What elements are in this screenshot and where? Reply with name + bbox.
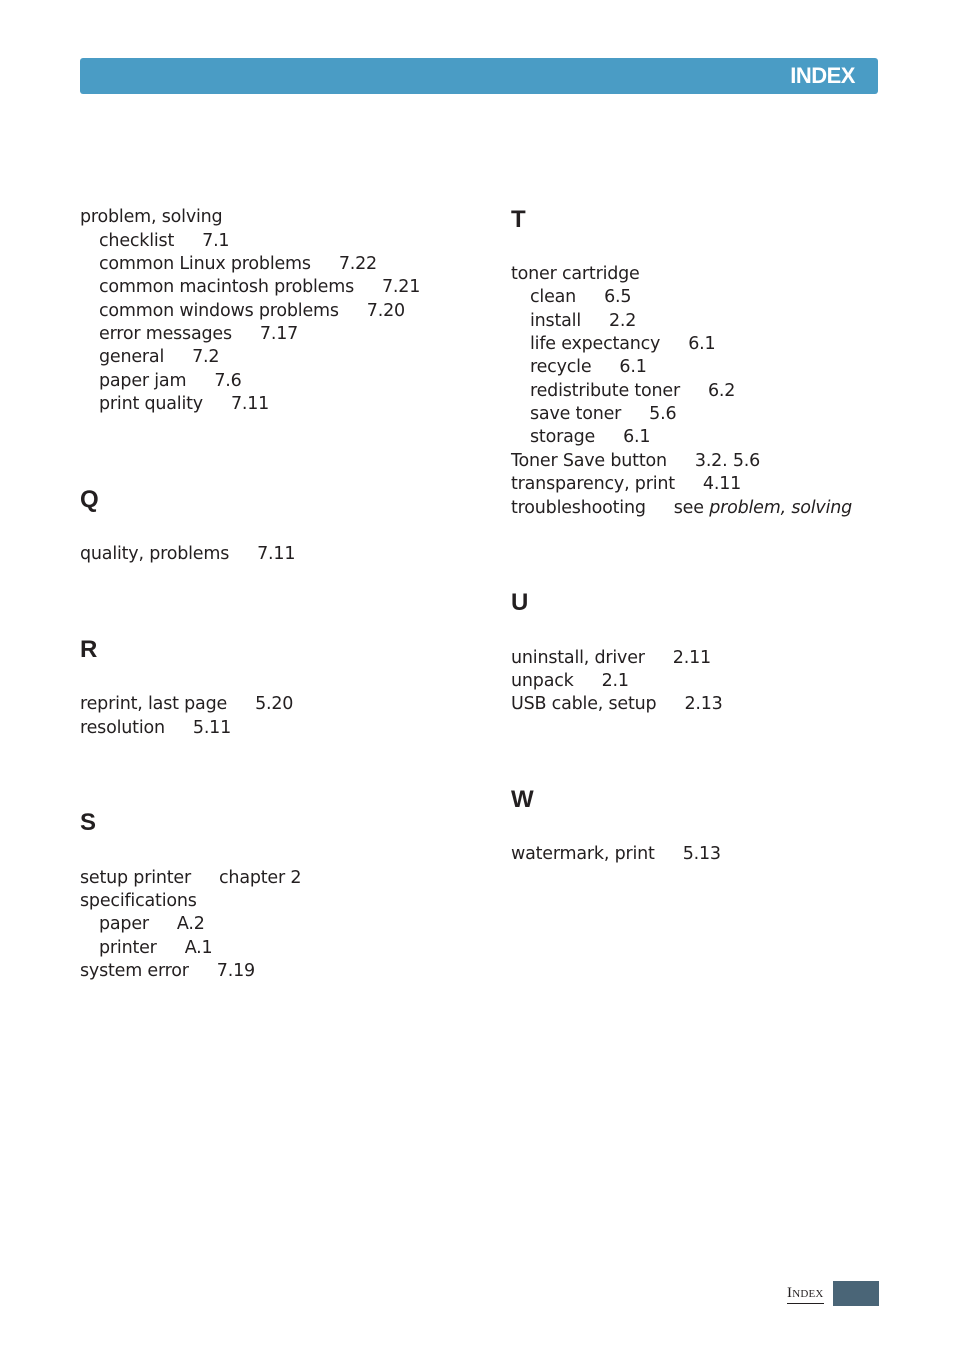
entry-page: 7.21 [382,277,421,297]
entry-term: Toner Save button [511,451,667,471]
entry-page: 7.6 [214,371,242,391]
entry-term: recycle [530,357,592,377]
section-letter-r: R [80,636,98,663]
index-entry [80,960,255,982]
entry-page: 5.20 [255,694,294,714]
entry-term: redistribute toner [530,381,680,401]
index-entry-problem-solving: problem, solving [80,207,223,227]
entry-term: setup printer [80,868,191,888]
page-title: INDEX [790,63,855,88]
index-subentry [80,230,229,252]
index-entry [511,473,741,495]
index-subentry [80,370,242,392]
index-subentry [511,333,715,355]
entry-term: printer [99,938,157,958]
section-letter-s: S [80,809,97,836]
entry-term: system error [80,961,189,981]
entry-term: quality, problems [80,544,230,564]
entry-term: common Linux problems [99,254,311,274]
entry-page: 7.1 [202,231,230,251]
see-label: see [673,498,704,518]
entry-term: save toner [530,404,622,424]
index-entry [80,693,293,715]
entry-term: storage [530,427,596,447]
index-subentry [80,937,212,959]
section-letter-t: T [511,206,526,233]
entry-page: 6.1 [688,334,716,354]
entry-page: 5.6 [649,404,677,424]
index-entry [511,647,711,669]
entry-page: 2.1 [601,671,629,691]
entry-term: checklist [99,231,175,251]
entry-term: uninstall, driver [511,648,645,668]
index-entry [80,543,295,565]
entry-page: A.2 [176,914,205,934]
header-bar [80,58,878,94]
entry-term: common windows problems [99,301,339,321]
entry-page: 7.11 [257,544,296,564]
index-entry [511,497,852,519]
entry-term: watermark, print [511,844,655,864]
entry-term: paper jam [99,371,187,391]
entry-page: 7.19 [216,961,255,981]
cross-reference: problem, solving [709,498,853,518]
index-subentry [511,380,735,402]
footer-section-label [787,1284,824,1304]
entry-page: 7.20 [366,301,405,321]
footer-label-rest: NDEX [792,1288,824,1300]
entry-page: 4.11 [702,474,742,494]
index-entry: toner cartridge [511,264,640,284]
entry-page: 2.11 [672,648,711,668]
entry-page: 2.2 [608,311,637,331]
index-subentry [511,426,650,448]
entry-page: 5.13 [682,844,721,864]
index-subentry [511,403,676,425]
entry-page: 6.5 [604,287,632,307]
entry-term: unpack [511,671,574,691]
index-entry [511,843,721,865]
entry-term: common macintosh problems [99,277,354,297]
entry-term: reprint, last page [80,694,228,714]
index-entry: specifications [80,891,197,911]
index-entry [80,717,231,739]
entry-term: USB cable, setup [511,694,657,714]
index-subentry [80,913,205,935]
index-subentry [80,253,377,275]
entry-page: 7.17 [259,324,299,344]
entry-page: 7.11 [230,394,270,414]
index-subentry [80,346,219,368]
entry-page: 7.2 [192,347,220,367]
entry-term: general [99,347,165,367]
entry-page: chapter 2 [219,868,302,888]
entry-page: 6.1 [623,427,651,447]
footer-label-initial: I [787,1285,793,1301]
index-subentry [511,310,636,332]
index-subentry [511,356,647,378]
entry-page: 2.13 [684,694,723,714]
entry-page: 3.2. 5.6 [694,451,761,471]
entry-term: error messages [99,324,232,344]
entry-term: install [530,311,581,331]
index-subentry [80,393,269,415]
index-entry [511,450,760,472]
entry-term: clean [530,287,577,307]
section-letter-q: Q [80,486,99,513]
entry-page: 6.1 [619,357,647,377]
entry-term: troubleshooting [511,498,646,518]
entry-term: life expectancy [530,334,661,354]
entry-term: print quality [99,394,203,414]
index-subentry [80,323,298,345]
entry-page: 7.22 [338,254,377,274]
entry-page: A.1 [184,938,213,958]
page-number-block [833,1281,879,1306]
entry-page: 5.11 [192,718,232,738]
index-subentry [80,300,405,322]
index-entry [80,867,301,889]
index-subentry [80,276,420,298]
section-letter-w: W [511,786,534,813]
entry-page: 6.2 [708,381,736,401]
entry-term: transparency, print [511,474,675,494]
index-entry [511,693,723,715]
entry-term: paper [99,914,149,934]
index-entry [511,670,629,692]
section-letter-u: U [511,589,529,616]
entry-term: resolution [80,718,165,738]
index-subentry [511,286,631,308]
